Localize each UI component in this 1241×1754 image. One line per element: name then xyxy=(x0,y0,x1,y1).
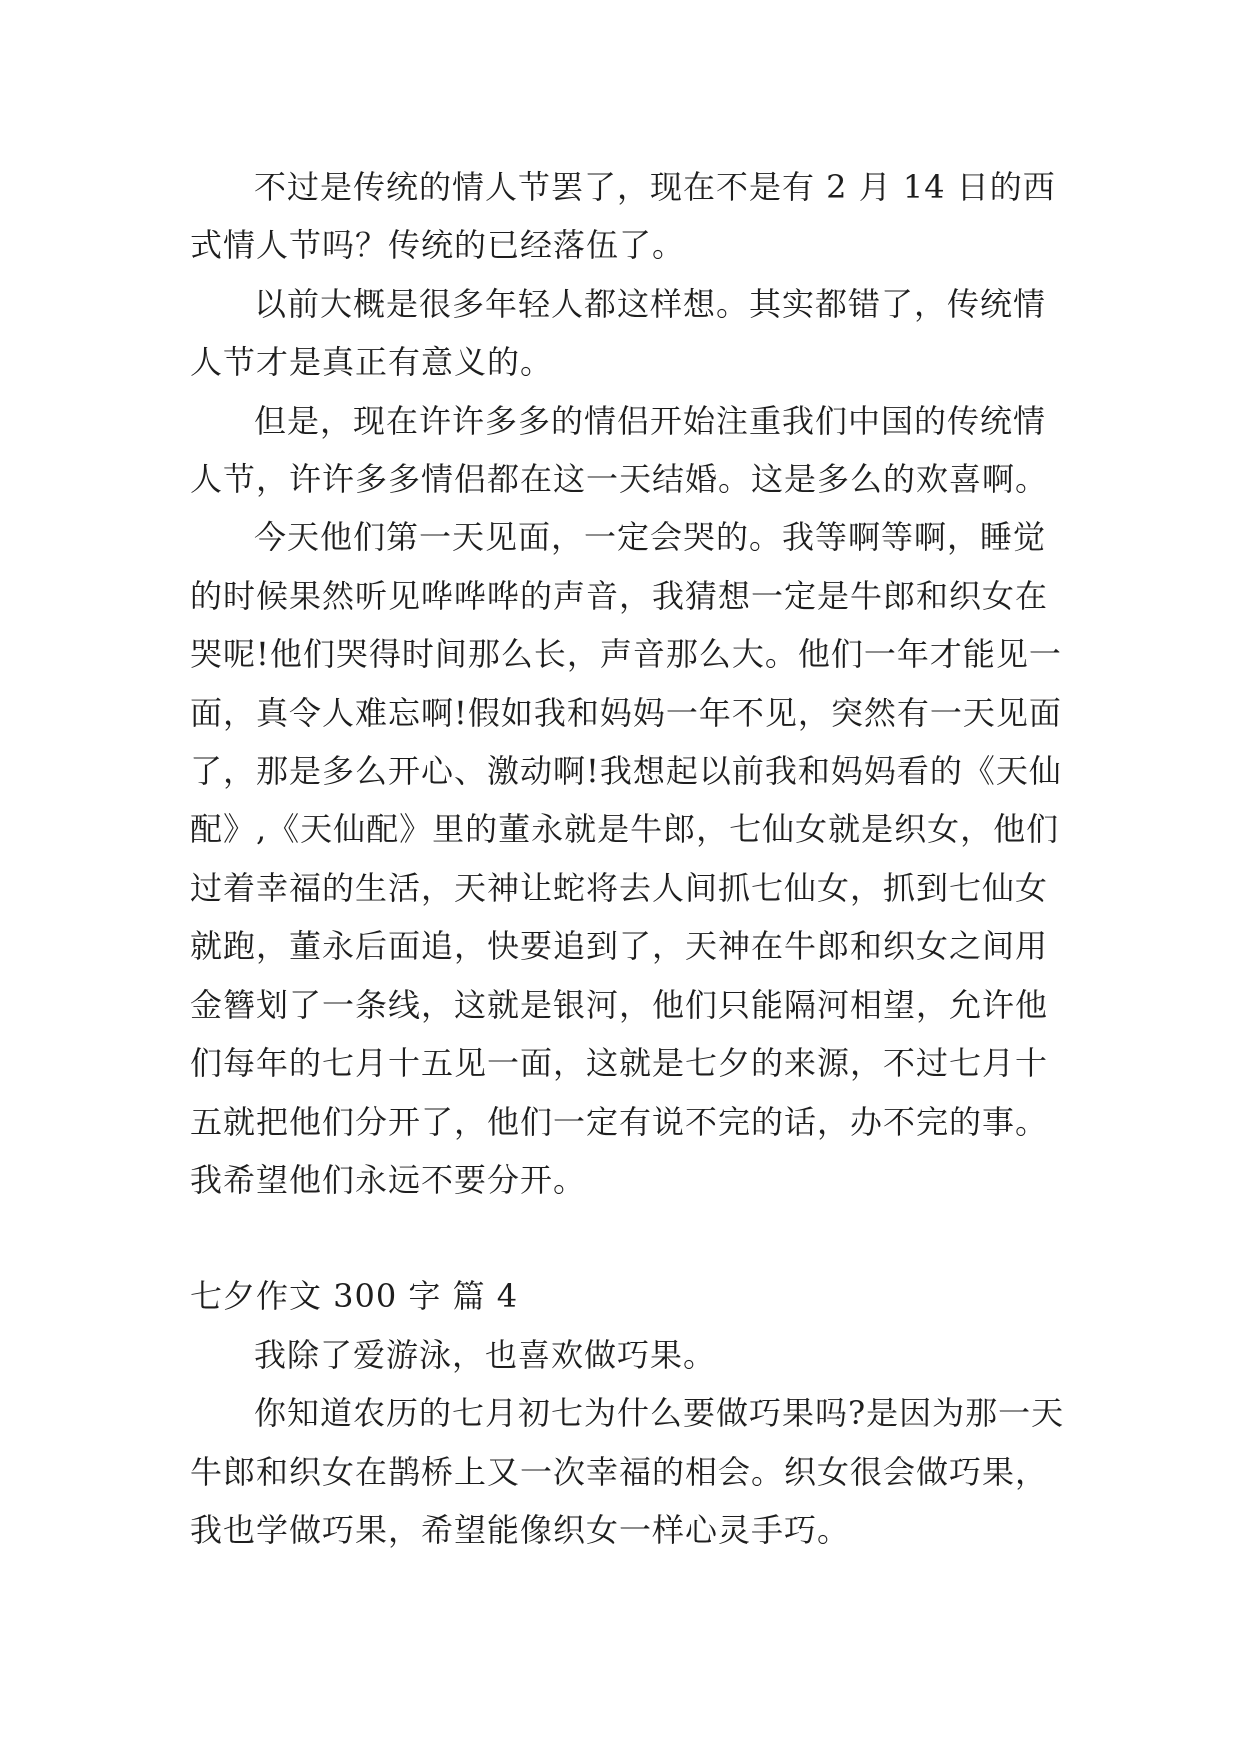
paragraph: 我除了爱游泳，也喜欢做巧果。 xyxy=(254,1335,717,1374)
paragraph: 以前大概是很多年轻人都这样想。其实都错了，传统情人节才是真正有意义的。 xyxy=(190,284,1047,382)
paragraph: 不过是传统的情人节罢了，现在不是有 2 月 14 日的西式情人节吗？传统的已经落伍了。 xyxy=(190,168,1056,265)
paragraph: 今天他们第一天见面，一定会哭的。我等啊等啊，睡觉的时候果然听见哗哗哗的声音，我猜想一定是牛郎和织女在哭呢!他们哭得时间那么长，声音那么大。他们一年才能见一面，真令人难忘啊!假如我和妈妈一年不见，突然有一天见面了，那是多么开心、激动啊!我想起以前我和妈妈看的《天仙配》,《天仙配》里的董永就是牛郎，七仙女就是织女，他们过着幸福的生活，天神让蛇将去人间抓七仙女，抓到七仙女就跑，董永后面追，快要追到了，天神在牛郎和织女之间用金簪划了一条线，这就是银河，他们只能隔河相望，允许他们每年的七月十五见一面，这就是七夕的来源，不过七月十五就把他们分开了，他们一定有说不完的话，办不完的事。我希望他们永远不要分开。 xyxy=(190,518,1062,1199)
document-body xyxy=(190,158,1070,1559)
section-title: 七夕作文 300 字 篇 4 xyxy=(190,1277,519,1316)
paragraph: 但是，现在许许多多的情侣开始注重我们中国的传统情人节，许许多多情侣都在这一天结婚。这是多么的欢喜啊。 xyxy=(190,401,1049,499)
paragraph: 你知道农历的七月初七为什么要做巧果吗?是因为那一天牛郎和织女在鹊桥上又一次幸福的相会。织女很会做巧果，我也学做巧果，希望能像织女一样心灵手巧。 xyxy=(190,1394,1065,1549)
